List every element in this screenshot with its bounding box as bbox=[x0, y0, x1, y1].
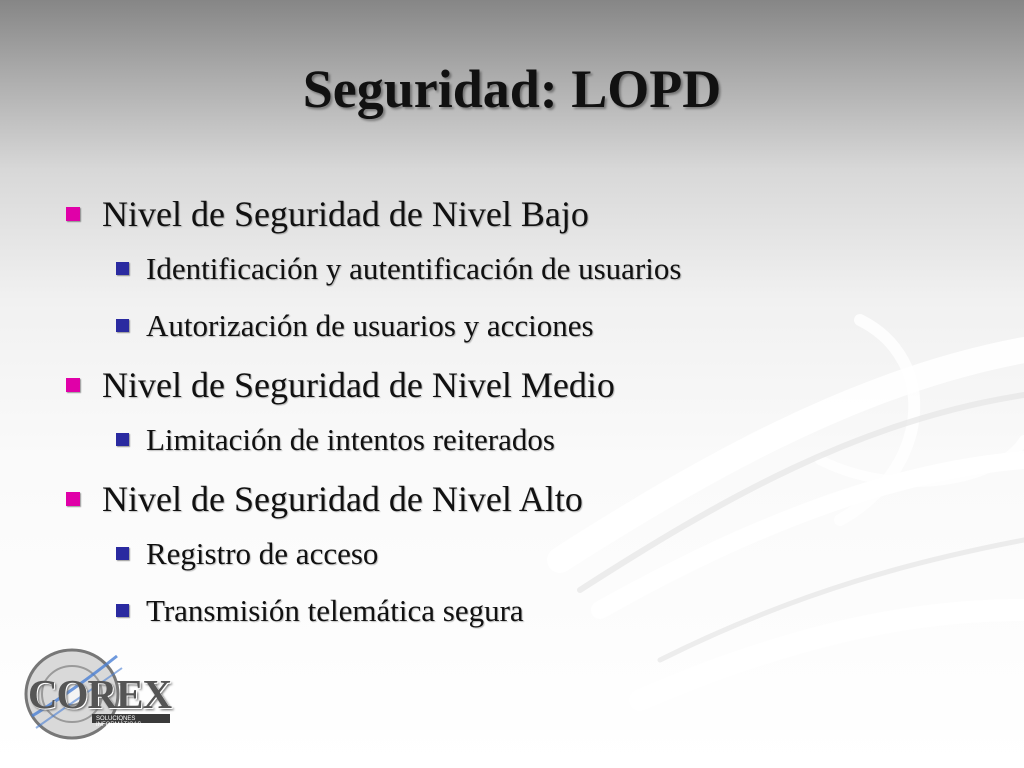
square-bullet-icon bbox=[66, 207, 80, 221]
square-bullet-icon bbox=[116, 319, 129, 332]
logo-subtitle: SOLUCIONES INFORMÁTICAS bbox=[96, 716, 142, 728]
square-bullet-icon bbox=[116, 433, 129, 446]
bullet-text: Nivel de Seguridad de Nivel Bajo bbox=[102, 194, 589, 234]
bullet-text: Transmisión telemática segura bbox=[146, 593, 524, 628]
sub-bullet-item-autorizacion bbox=[64, 297, 964, 354]
bullet-text: Nivel de Seguridad de Nivel Alto bbox=[102, 479, 583, 519]
sub-bullet-item-transmision bbox=[64, 582, 964, 639]
bullet-item-nivel-alto bbox=[64, 473, 964, 525]
sub-bullet-item-identificacion bbox=[64, 240, 964, 297]
square-bullet-icon bbox=[116, 604, 129, 617]
square-bullet-icon bbox=[116, 262, 129, 275]
bullet-text: Identificación y autentificación de usuarios bbox=[146, 251, 682, 286]
sub-bullet-item-registro bbox=[64, 525, 964, 582]
square-bullet-icon bbox=[66, 378, 80, 392]
bullet-list bbox=[64, 188, 964, 639]
bullet-text: Autorización de usuarios y acciones bbox=[146, 308, 594, 343]
sub-bullet-item-limitacion bbox=[64, 411, 964, 468]
bullet-text: Limitación de intentos reiterados bbox=[146, 422, 555, 457]
corex-logo bbox=[22, 646, 182, 744]
bullet-item-nivel-medio bbox=[64, 359, 964, 411]
logo-name: COREX bbox=[28, 671, 172, 717]
square-bullet-icon bbox=[116, 547, 129, 560]
bullet-text: Registro de acceso bbox=[146, 536, 379, 571]
square-bullet-icon bbox=[66, 492, 80, 506]
slide-title: Seguridad: LOPD bbox=[302, 59, 722, 119]
bullet-item-nivel-bajo bbox=[64, 188, 964, 240]
bullet-text: Nivel de Seguridad de Nivel Medio bbox=[102, 365, 615, 405]
